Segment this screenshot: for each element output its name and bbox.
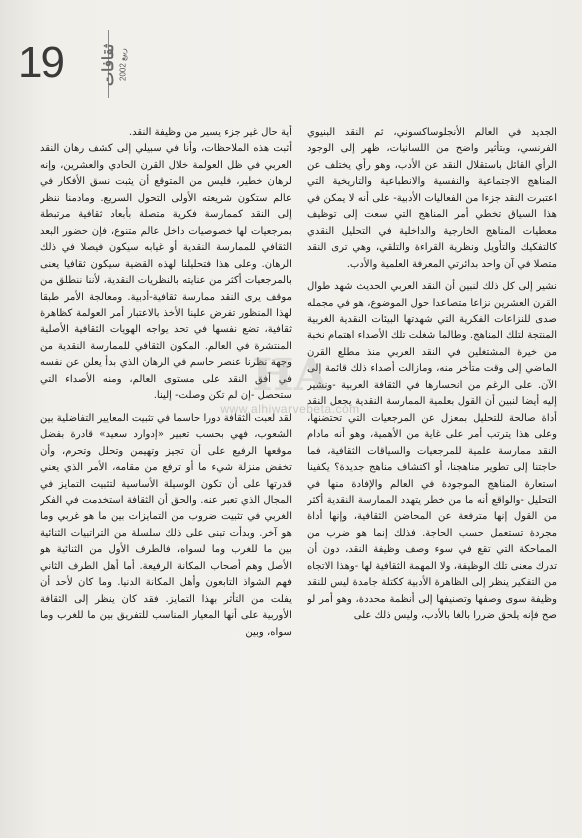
paragraph: الجديد في العالم الأنجلوساكسوني، ثم النقد البنيوي الفرنسي، وبتأثير واضح من اللسانيات، ظهر إلى الوجود الرأي القائل باستقلال النقد عن الأدب، وهو رأي يختلف عن المناهج الاجتماعية والنفسية والانطباعية والتاريخية التي اعتبرت النقد جزءا من الفعاليات الأدبية- على أنه لا يمكن في هذا السياق تخطي أمر المناهج التي سعت إلى توظيف معطيات المناهج الخارجية والداخلية في التحليل النقدي كالتفكيك والتأويل ونظرية القراءة والتلقي، وهي ترى النقد متصلا في آن واحد بدائرتي المعرفة العلمية والأدب. <box>307 127 557 270</box>
paragraph: أثبت هذه الملاحظات، وأنا في سبيلي إلى كشف رهان النقد العربي في ظل العولمة خلال القرن الحادي والعشرين، وإنه لرهان خطير، فليس من المتوقع أن يثبت نسق الأفكار في عالم ستكون شريعته الأولى التحول السريع. ومادمنا ننظر إلى النقد كممارسة فكرية متصلة بأبعاد ثقافية مرتبطة بمرجعيات لها خصوصيات داخل عالم متنوع، فإن حضور البعد الثقافي للممارسة النقدية أو غيابه سيكون فيصلا في ذلك الرهان. وعلى هذا فتحليلنا لهذه القضية سيكون ثقافيا يعنى بالمرجعيات أكثر من عنايته بالنظريات النقدية، لأننا ننطلق من موقف يرى النقد ممارسة ثقافية-أدبية. ومعالجة الأمر طبقا لهذا المنظور تفرض علينا الأخذ بالاعتبار أمر العولمة كظاهرة ثقافية، تضع نفسها في تحد يواجه الهويات الثقافية الأصلية المنتشرة في العالم. المكون الثقافي للممارسة النقدية من وجهة نظرنا عنصر حاسم في الرهان الذي بدأ يعلن عن نفسه في أفق النقد على مستوى العالم، ومنه الأصداء التي ستحصل -إن لم تكن وصلت- إلينا. <box>40 143 292 402</box>
paragraph: نشير إلى كل ذلك لنبين أن النقد العربي الحديث شهد طوال القرن العشرين نزاعا متصاعدا حول الموضوع، هو في مجمله صدى للنزاعات الفكرية التي شهدتها البيئات النقدية الغربية المنتجة لتلك المناهج. وطالما شغلت تلك الأصداء اهتمام نخبة من خيرة المشتغلين في النقد العربي منذ مطلع القرن الماضي إلى وقت متأخر منه، ومازالت أصداء ذلك قائمة إلى الآن. على الرغم من انحسارها في الثقافة العربية -ونشير إليه أيضا لنبين أن القول بعلمية الممارسة النقدية يجعل النقد أداة صالحة للتحليل بمعزل عن المرجعيات التي تحتضنها، وعلى هذا يترتب أمر على غاية من الأهمية، وهو أنه مادام النقد ممارسة علمية للمرجعيات والسياقات الثقافية، فما حاجتنا إلى تطوير مناهجنا، أو اكتشاف مناهج جديدة؟ يكفينا استعارة المناهج الموجودة في العالم والإفادة منها في التحليل -والواقع أنه ما من خطر يتهدد الممارسة النقدية أكثر من القول إنها مترفعة عن المحاضن الثقافية، وإنها أداة مجردة تستعمل حسب الحاجة. فذلك إنما هو ضرب من المماحكة التي تقع في سوء وصف وظيفة النقد، دون أن تدرك معنى تلك الوظيفة، ولا المهمة الثقافية لها -وهذا الاتجاه من التفكير ينظر إلى الظاهرة الأدبية ككتلة جامدة ليس للنقد وظيفة سوى وصفها وتصنيفها إلى أنظمة محددة، وهو أمر لو صح فإنه يلحق ضررا بالغا بالأدب، وليس ذلك على <box>307 281 557 622</box>
page-number: 19 <box>18 38 63 87</box>
watermark-url: www.alhiwarvebeta.com <box>220 402 360 416</box>
watermark-logo <box>245 350 335 402</box>
magazine-issue: ربيع 2002 <box>118 48 128 82</box>
text-column-right <box>307 125 557 825</box>
paragraph: أية حال غير جزء يسير من وظيفة النقد. <box>128 127 292 138</box>
page-header <box>10 30 150 100</box>
text-column-left <box>40 125 292 825</box>
magazine-title: ثقافات <box>100 43 117 87</box>
paragraph: لقد لعبت الثقافة دورا حاسما في تثبيت المعايير التفاضلية بين الشعوب، فهي بحسب تعبير «إدوارد سعيد» قادرة بفضل موقعها الرفيع على أن تجيز وتهيمن وتحلل وتحرم، وأن تخفض منزلة شيء ما أو ترفع من مقامه، الأمر الذي يعني قدرتها على أن تكون الوسيلة الأساسية لتثبيت التمايز في المجال الذي تعبر عنه. والحق أن الثقافة استخدمت في الفكر الغربي في تثبيت ضروب من التمايزات بين ما هو غربي وما هو آخر. وبدأت تبنى على ذلك سلسلة من التراتبيات الثنائية بين ما للغرب وما لسواه، فالطرف الأول من الثنائية هو الأصل وهم أصحاب المكانة الرفيعة. أما أهل الطرف الثاني فهم الشواذ التابعون وأهل المكانة الدنيا. وما كان لأحد أن يفلت من التأثر بهذا التمايز. فقد كان ينظر إلى الثقافة الأوربية على أنها المعيار المناسب للتفريق بين ما للغرب وما سواه، وبين <box>40 412 292 638</box>
svg-text:HA: HA <box>252 350 328 401</box>
